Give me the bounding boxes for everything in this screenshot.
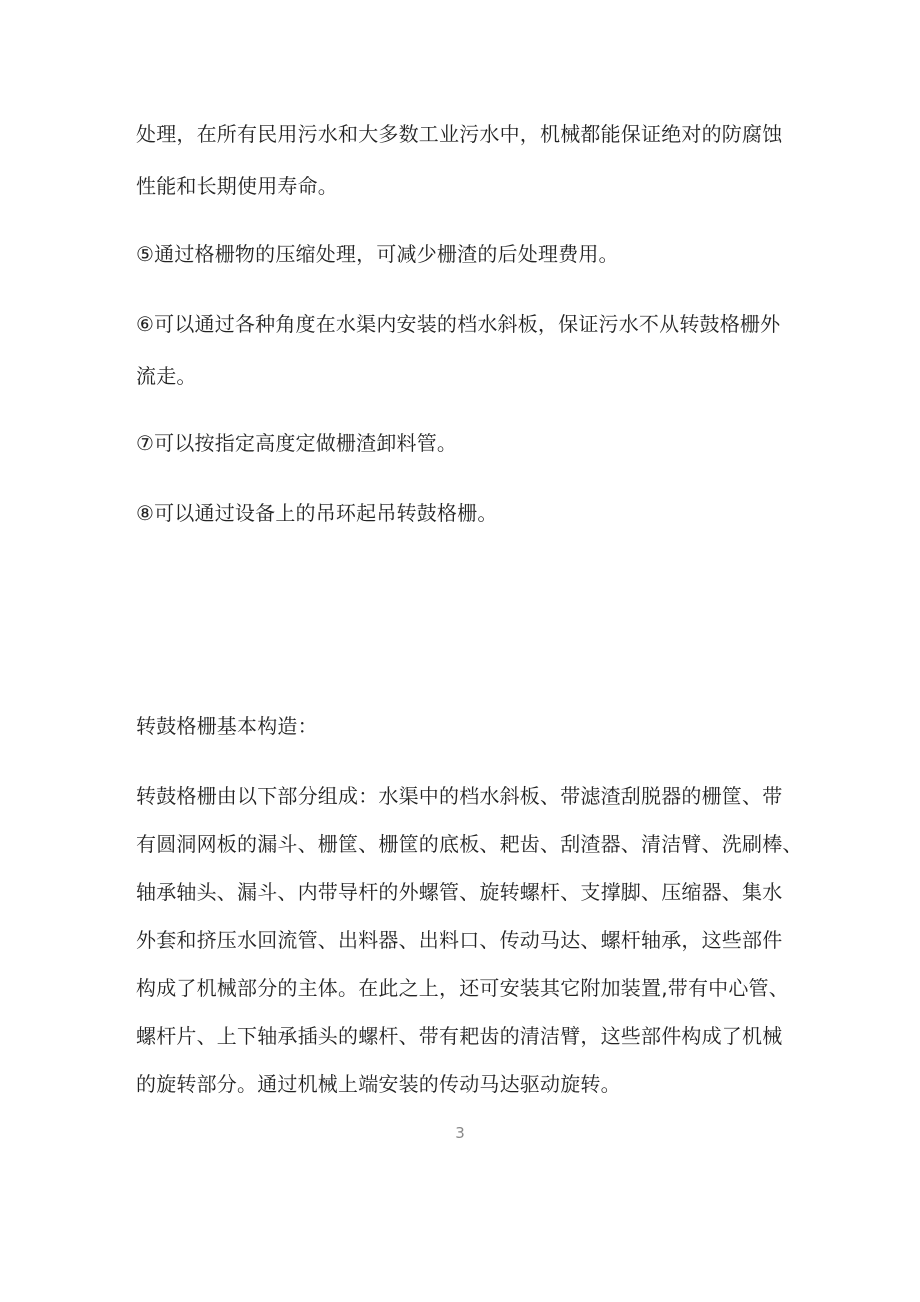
paragraph-line: 螺杆片、上下轴承插头的螺杆、带有耙齿的清洁臂，这些部件构成了机械: [136, 1024, 783, 1048]
list-item-6: ⑥可以通过各种角度在水渠内安装的档水斜板，保证污水不从转鼓格栅外: [136, 312, 781, 336]
list-item-7: ⑦可以按指定高度定做栅渣卸料管。: [136, 431, 458, 455]
paragraph-line: 外套和挤压水回流管、出料器、出料口、传动马达、螺杆轴承，这些部件: [136, 928, 783, 952]
paragraph-line: 轴承轴头、漏斗、内带导杆的外螺管、旋转螺杆、支撑脚、压缩器、集水: [136, 880, 783, 904]
paragraph-line: 的旋转部分。通过机械上端安装的传动马达驱动旋转。: [136, 1072, 621, 1096]
paragraph-line: 有圆洞网板的漏斗、栅筐、栅筐的底板、耙齿、刮渣器、清洁臂、洗刷棒、: [136, 832, 803, 856]
page-number: 3: [455, 1124, 465, 1142]
paragraph-line: 处理，在所有民用污水和大多数工业污水中，机械都能保证绝对的防腐蚀: [136, 122, 783, 146]
paragraph-line: 构成了机械部分的主体。在此之上，还可安装其它附加装置,带有中心管、: [136, 976, 789, 1000]
section-heading: 转鼓格栅基本构造：: [136, 714, 318, 738]
list-item-5: ⑤通过格栅物的压缩处理，可减少栅渣的后处理费用。: [136, 242, 619, 266]
list-item-8: ⑧可以通过设备上的吊环起吊转鼓格栅。: [136, 501, 498, 525]
paragraph-line: 性能和长期使用寿命。: [136, 174, 338, 198]
paragraph-line: 转鼓格栅由以下部分组成：水渠中的档水斜板、带滤渣刮脱器的栅筐、带: [136, 784, 783, 808]
list-item-6-continued: 流走。: [136, 364, 197, 388]
